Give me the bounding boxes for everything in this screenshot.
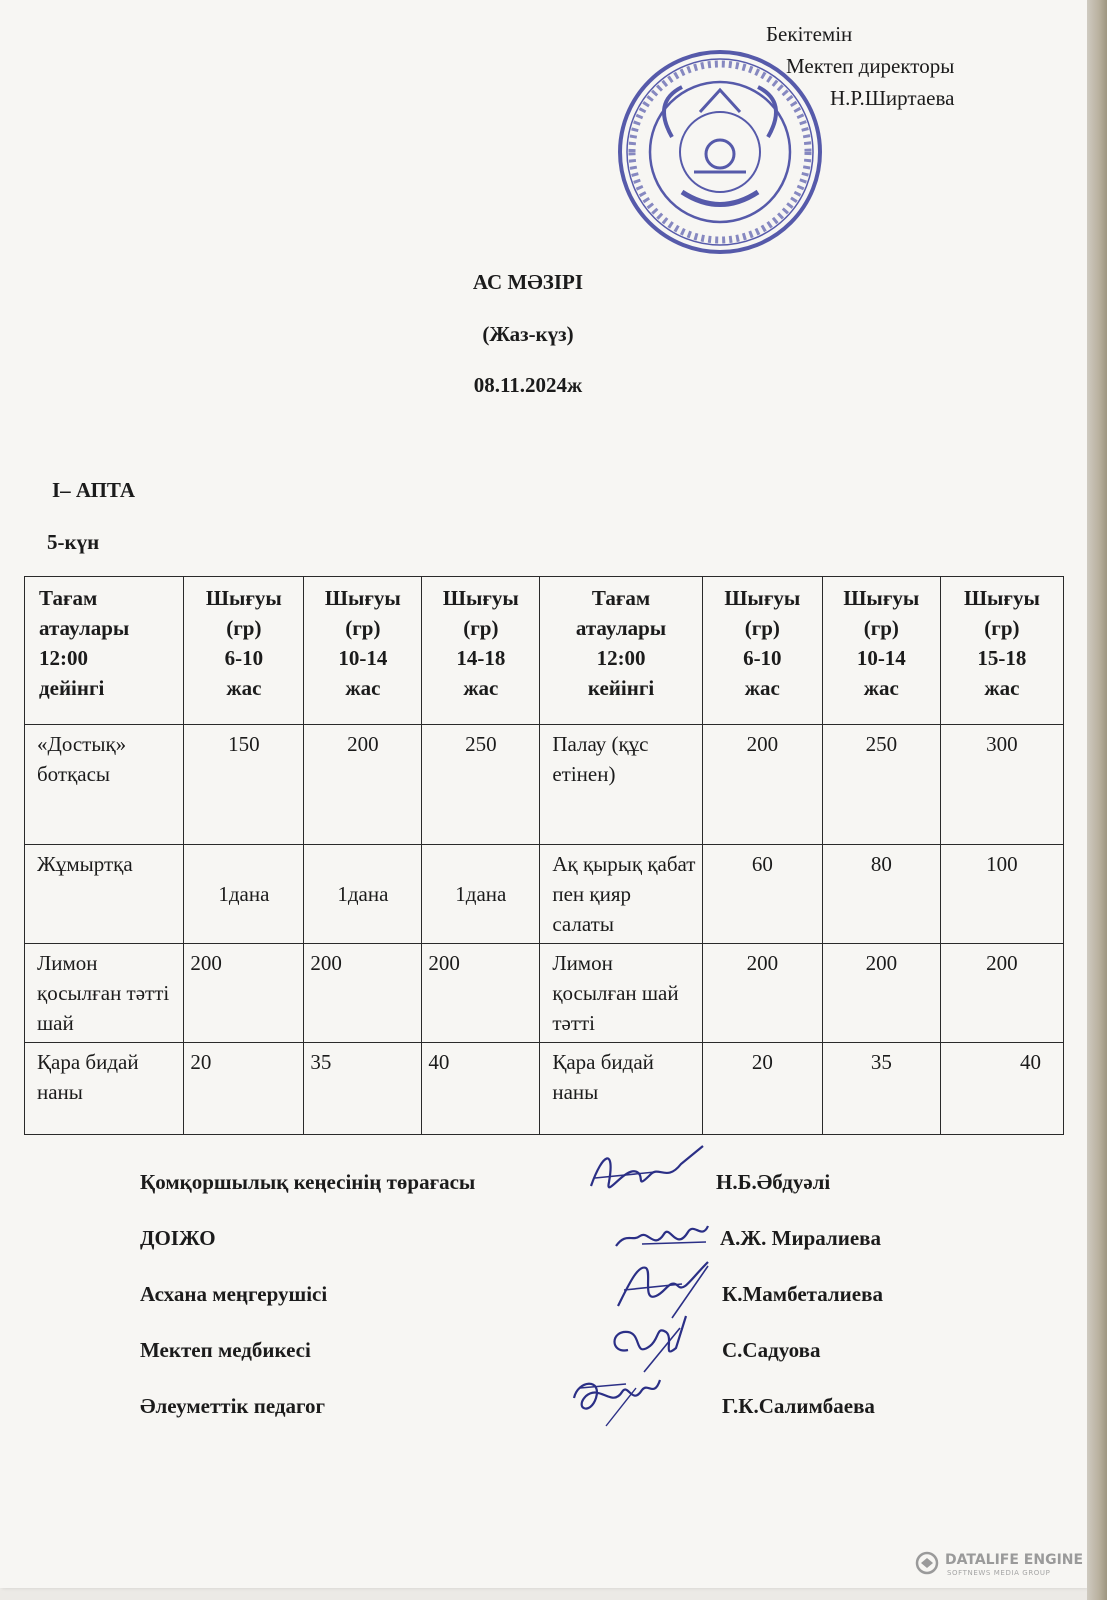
background-edge bbox=[1087, 0, 1107, 1600]
page-title: АС МӘЗІРІ bbox=[472, 270, 584, 294]
watermark-subtitle: SOFTNEWS MEDIA GROUP bbox=[947, 1569, 1051, 1577]
signer-row bbox=[0, 1170, 1087, 1210]
dish-name-cell: Палау (құс етінен) bbox=[540, 725, 702, 845]
datalife-logo-icon bbox=[915, 1551, 939, 1575]
header-cell: Тағам атаулары 12:00 кейінгі bbox=[540, 577, 702, 725]
signer-name: К.Мамбеталиева bbox=[722, 1282, 883, 1306]
table-row bbox=[25, 1043, 1064, 1135]
handwritten-signature-icon bbox=[566, 1368, 666, 1430]
portion-cell: 1дана bbox=[304, 845, 422, 944]
portion-cell: 80 bbox=[822, 845, 940, 944]
portion-cell: 35 bbox=[304, 1043, 422, 1135]
approval-name: Н.Р.Ширтаева bbox=[830, 86, 955, 110]
season-subtitle: (Жаз-күз) bbox=[482, 322, 574, 346]
portion-cell: 250 bbox=[422, 725, 540, 845]
portion-cell: 20 bbox=[184, 1043, 304, 1135]
header-cell: Шығуы (гр) 6-10 жас bbox=[184, 577, 304, 725]
header-cell: Шығуы (гр) 10-14 жас bbox=[304, 577, 422, 725]
signer-role: Асхана меңгерушісі bbox=[140, 1282, 328, 1306]
signer-row bbox=[0, 1338, 1087, 1378]
dish-name-cell: «Достық» ботқасы bbox=[25, 725, 184, 845]
portion-cell: 35 bbox=[822, 1043, 940, 1135]
signer-role: Мектеп медбикесі bbox=[140, 1338, 311, 1362]
signer-name: А.Ж. Миралиева bbox=[720, 1226, 882, 1250]
week-label: І– АПТА bbox=[52, 478, 136, 502]
approval-block bbox=[742, 18, 954, 114]
dish-name-cell: Қара бидай наны bbox=[25, 1043, 184, 1135]
table-row bbox=[25, 845, 1064, 944]
portion-cell: 250 bbox=[822, 725, 940, 845]
signer-role: Әлеуметтік педагог bbox=[140, 1394, 326, 1418]
signer-name: Н.Б.Әбдуәлі bbox=[716, 1170, 831, 1194]
handwritten-signature-icon bbox=[604, 1310, 694, 1374]
signer-row bbox=[0, 1282, 1087, 1322]
portion-cell: 40 bbox=[422, 1043, 540, 1135]
portion-cell: 200 bbox=[822, 944, 940, 1043]
signer-name: С.Садуова bbox=[722, 1338, 821, 1362]
portion-cell: 1дана bbox=[184, 845, 304, 944]
portion-cell: 300 bbox=[940, 725, 1063, 845]
header-cell: Шығуы (гр) 10-14 жас bbox=[822, 577, 940, 725]
portion-cell: 200 bbox=[304, 725, 422, 845]
dish-name-cell: Қара бидай наны bbox=[540, 1043, 702, 1135]
signer-name: Г.К.Салимбаева bbox=[722, 1394, 875, 1418]
portion-cell: 200 bbox=[184, 944, 304, 1043]
portion-cell: 200 bbox=[304, 944, 422, 1043]
signer-row bbox=[0, 1226, 1087, 1266]
menu-date: 08.11.2024ж bbox=[473, 373, 583, 397]
portion-cell: 100 bbox=[940, 845, 1063, 944]
dish-name-cell: Жұмыртқа bbox=[25, 845, 184, 944]
table-row bbox=[25, 725, 1064, 845]
handwritten-signature-icon bbox=[585, 1142, 705, 1204]
portion-cell: 1дана bbox=[422, 845, 540, 944]
header-cell: Шығуы (гр) 6-10 жас bbox=[702, 577, 822, 725]
portion-cell: 200 bbox=[940, 944, 1063, 1043]
approval-role: Мектеп директоры bbox=[786, 54, 955, 78]
dish-name-cell: Лимон қосылған тәтті шай bbox=[25, 944, 184, 1043]
header-cell: Шығуы (гр) 15-18 жас bbox=[940, 577, 1063, 725]
dish-name-cell: Лимон қосылған шай тәтті bbox=[540, 944, 702, 1043]
watermark-title: DATALIFE ENGINE bbox=[945, 1552, 1084, 1568]
portion-cell: 40 bbox=[940, 1043, 1063, 1135]
portion-cell: 200 bbox=[702, 944, 822, 1043]
menu-table bbox=[24, 576, 1064, 1135]
header-cell: Шығуы (гр) 14-18 жас bbox=[422, 577, 540, 725]
dish-name-cell: Ақ қырық қабат пен қияр салаты bbox=[540, 845, 702, 944]
table-header-row bbox=[25, 577, 1064, 725]
approval-line: Бекітемін bbox=[766, 22, 853, 46]
header-cell: Тағам атаулары 12:00 дейінгі bbox=[25, 577, 184, 725]
portion-cell: 60 bbox=[702, 845, 822, 944]
portion-cell: 150 bbox=[184, 725, 304, 845]
portion-cell: 200 bbox=[702, 725, 822, 845]
portion-cell: 200 bbox=[422, 944, 540, 1043]
day-label: 5-күн bbox=[47, 530, 100, 554]
signer-role: Қомқоршылық кеңесінің төрағасы bbox=[140, 1170, 476, 1194]
signer-row bbox=[0, 1394, 1087, 1434]
portion-cell: 20 bbox=[702, 1043, 822, 1135]
table-row bbox=[25, 944, 1064, 1043]
signer-role: ДОІЖО bbox=[140, 1226, 216, 1250]
